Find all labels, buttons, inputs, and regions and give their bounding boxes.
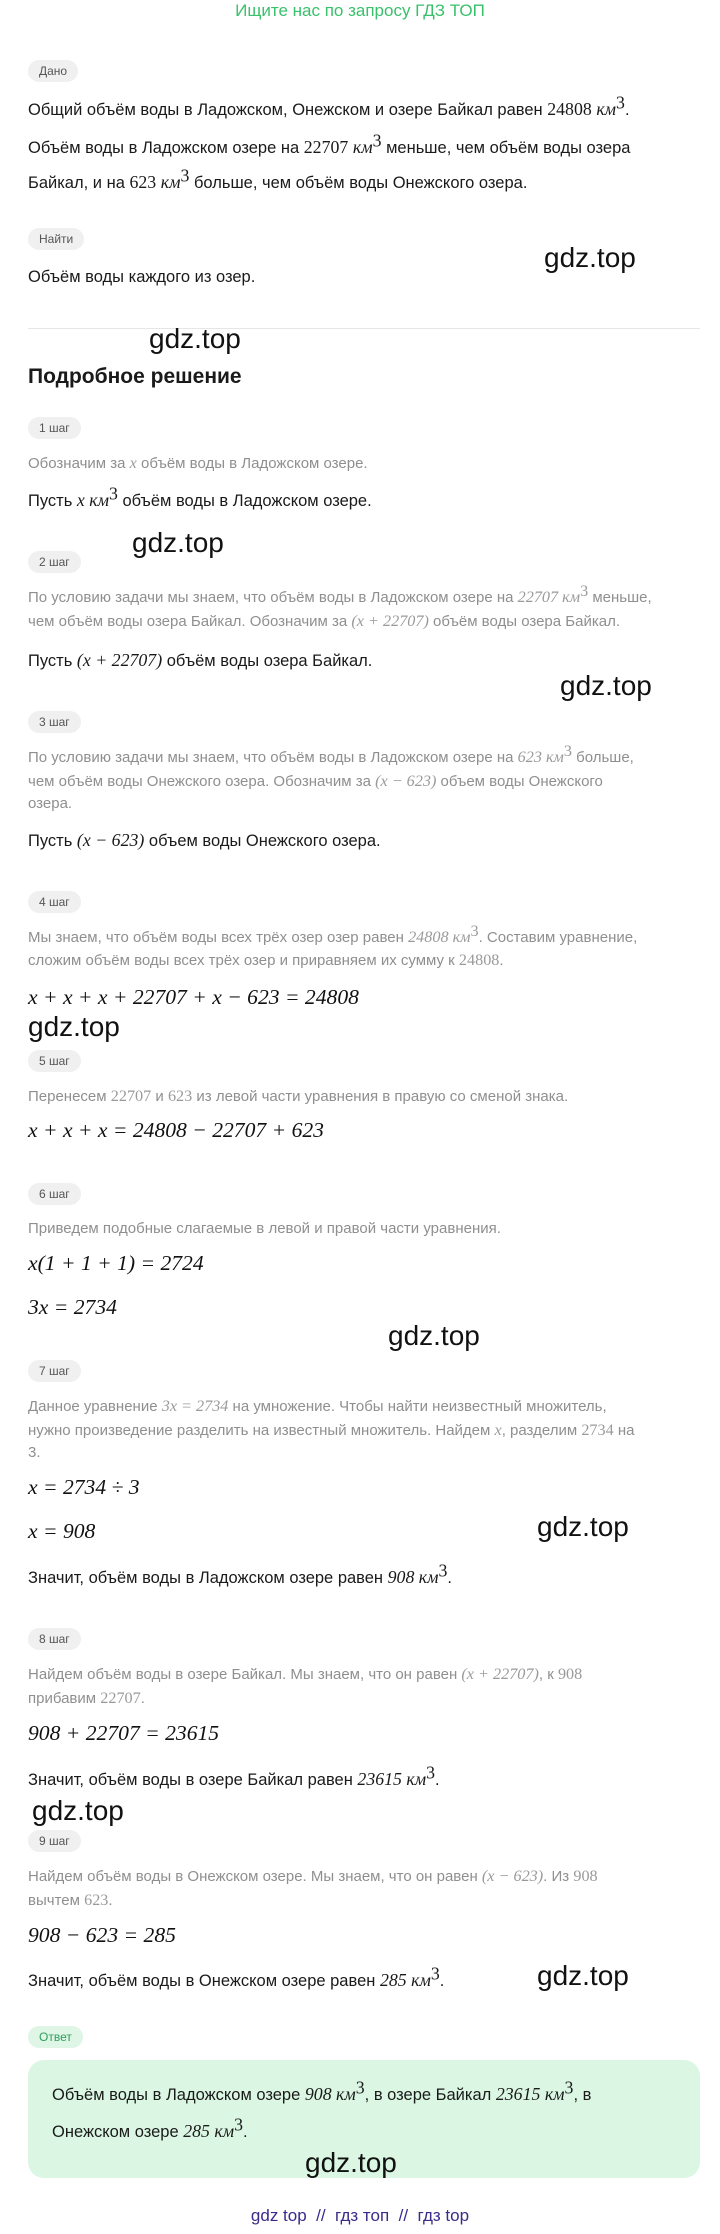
step-5-explanation: Перенесем 22707 и 623 из левой части уравнения в правую со сменой знака. bbox=[28, 1087, 569, 1105]
step-1-explanation: Обозначим за x объём воды в Ладожском озере. bbox=[28, 454, 368, 472]
step-7-explanation-1: Данное уравнение 3x = 2734 на умножение. Чтобы найти неизвестный множитель, bbox=[28, 1397, 607, 1415]
step-8-explanation-2: прибавим 22707. bbox=[28, 1689, 145, 1707]
step-1-statement: Пусть x $км^3$ объём воды в Ладожском озере. bbox=[28, 483, 372, 510]
footer-link-gdz-top-mixed[interactable]: гдз top bbox=[417, 2206, 470, 2225]
step-1-badge: 1 шаг bbox=[28, 417, 81, 439]
watermark-logo: gdz.top bbox=[544, 242, 636, 273]
footer-link-gdz-top-ru[interactable]: гдз топ bbox=[335, 2206, 390, 2225]
watermark-logo: gdz.top bbox=[560, 670, 652, 701]
step-3-explanation-1: По условию задачи мы знаем, что объём воды в Ладожском озере на 623 $км^3$ больше, bbox=[28, 742, 634, 766]
watermark-logo: gdz.top bbox=[388, 1320, 480, 1351]
step-3-badge: 3 шаг bbox=[28, 711, 81, 733]
step-7-badge: 7 шаг bbox=[28, 1360, 81, 1382]
watermark-logo: gdz.top bbox=[537, 1960, 629, 1991]
step-2-statement: Пусть (x + 22707) объём воды озера Байкал. bbox=[28, 650, 373, 670]
search-banner: Ищите нас по запросу ГДЗ ТОП bbox=[235, 1, 485, 20]
find-badge: Найти bbox=[28, 228, 84, 250]
step-9-statement: Значит, объём воды в Онежском озере равен 285 $км^3$. bbox=[28, 1963, 445, 1990]
solution-title: Подробное решение bbox=[28, 365, 242, 388]
watermark-logo: gdz.top bbox=[28, 1011, 120, 1042]
step-4-explanation-2: сложим объём воды всех трёх озер и приравняем их сумму к 24808. bbox=[28, 951, 504, 969]
watermark-logo: gdz.top bbox=[32, 1795, 124, 1826]
step-8-statement: Значит, объём воды в озере Байкал равен 23615 $км^3$. bbox=[28, 1762, 440, 1789]
step-9-explanation-2: вычтем 623. bbox=[28, 1891, 113, 1909]
step-4-equation: x + x + x + 22707 + x − 623 = 24808 bbox=[28, 985, 359, 1009]
step-9-equation: 908 − 623 = 285 bbox=[28, 1923, 176, 1947]
step-9-explanation-1: Найдем объём воды в Онежском озере. Мы знаем, что он равен (x − 623). Из 908 bbox=[28, 1867, 598, 1885]
step-4-explanation-1: Мы знаем, что объём воды всех трёх озер озер равен 24808 $км^3$. Составим уравнение, bbox=[28, 922, 638, 946]
step-2-explanation-1: По условию задачи мы знаем, что объём воды в Ладожском озере на 22707 $км^3$ меньше, bbox=[28, 582, 652, 606]
step-6-badge: 6 шаг bbox=[28, 1183, 81, 1205]
divider bbox=[28, 328, 700, 329]
step-6-equation-1: x(1 + 1 + 1) = 2724 bbox=[28, 1251, 204, 1275]
step-8-equation: 908 + 22707 = 23615 bbox=[28, 1721, 220, 1745]
step-8-badge: 8 шаг bbox=[28, 1628, 81, 1650]
find-text: Объём воды каждого из озер. bbox=[28, 268, 256, 286]
step-6-explanation: Приведем подобные слагаемые в левой и правой части уравнения. bbox=[28, 1220, 501, 1237]
watermark-logo: gdz.top bbox=[305, 2147, 397, 2178]
watermark-logo: gdz.top bbox=[149, 323, 241, 354]
footer-link-gdz-top[interactable]: gdz top bbox=[250, 2206, 307, 2225]
step-8-explanation-1: Найдем объём воды в озере Байкал. Мы знаем, что он равен (x + 22707), к 908 bbox=[28, 1665, 583, 1683]
footer-separator: // bbox=[316, 2206, 326, 2225]
answer-text: Объём воды в Ладожском озере 908 $км^3$, в озере Байкал 23615 $км^3$, в Онежском озере 285 $км^3$. bbox=[52, 2077, 592, 2141]
step-3-statement: Пусть (x − 623) объем воды Онежского озера. bbox=[28, 830, 381, 850]
step-9-badge: 9 шаг bbox=[28, 1830, 81, 1852]
step-6-equation-2: 3x = 2734 bbox=[28, 1295, 117, 1319]
given-line-3: Байкал, и на 623 $км^3$ больше, чем объём воды Онежского озера. bbox=[28, 165, 528, 192]
step-2-explanation-2: чем объём воды озера Байкал. Обозначим за (x + 22707) объём воды озера Байкал. bbox=[28, 612, 620, 630]
step-7-equation-2: x = 908 bbox=[28, 1519, 96, 1543]
given-line-2: Объём воды в Ладожском озере на 22707 $км^3$ меньше, чем объём воды озера bbox=[28, 130, 631, 157]
step-5-equation: x + x + x = 24808 − 22707 + 623 bbox=[28, 1118, 324, 1142]
footer-links bbox=[0, 2204, 720, 2228]
given-badge: Дано bbox=[28, 60, 78, 82]
watermark-logo: gdz.top bbox=[537, 1511, 629, 1542]
step-7-statement: Значит, объём воды в Ладожском озере равен 908 $км^3$. bbox=[28, 1560, 452, 1587]
step-3-explanation-2: чем объём воды Онежского озера. Обозначим за (x − 623) объем воды Онежского bbox=[28, 772, 603, 790]
step-4-badge: 4 шаг bbox=[28, 891, 81, 913]
watermark-logo: gdz.top bbox=[132, 527, 224, 558]
step-3-explanation-3: озера. bbox=[28, 795, 73, 812]
step-7-explanation-2: нужно произведение разделить на известный множитель. Найдем x, разделим 2734 на bbox=[28, 1421, 635, 1439]
given-line-1: Общий объём воды в Ладожском, Онежском и озере Байкал равен 24808 $км^3$. bbox=[28, 92, 630, 119]
footer-separator: // bbox=[398, 2206, 409, 2225]
step-7-equation-1: x = 2734 ÷ 3 bbox=[28, 1475, 140, 1499]
answer-badge: Ответ bbox=[28, 2026, 83, 2048]
step-5-badge: 5 шаг bbox=[28, 1050, 81, 1072]
step-2-badge: 2 шаг bbox=[28, 551, 81, 573]
step-7-explanation-3: 3. bbox=[28, 1444, 41, 1461]
